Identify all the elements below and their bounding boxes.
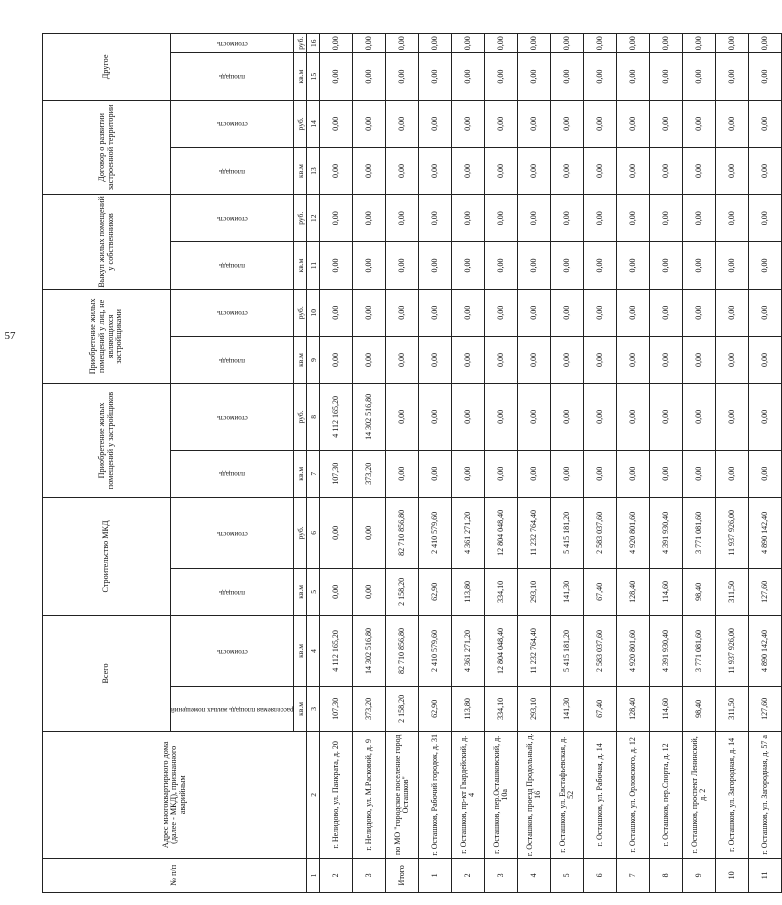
value-cell: 0,00 <box>452 53 485 100</box>
row-number-cell: 7 <box>617 858 650 892</box>
value-cell: 373,20 <box>353 686 386 731</box>
value-cell: 0,00 <box>749 147 782 194</box>
value-cell: 2 410 579,60 <box>419 616 452 687</box>
value-cell: 0,00 <box>584 384 617 451</box>
value-cell: 2 158,20 <box>386 568 419 615</box>
subheader-area: площадь <box>171 450 294 497</box>
value-cell: 0,00 <box>485 53 518 100</box>
value-cell: 334,10 <box>485 686 518 731</box>
row-number-cell: 1 <box>419 858 452 892</box>
value-cell: 98,40 <box>683 686 716 731</box>
subheader-area: площадь <box>171 336 294 383</box>
header-total: Всего <box>43 616 171 732</box>
value-cell: 0,00 <box>683 195 716 242</box>
subheader-area: площадь <box>171 147 294 194</box>
value-cell: 0,00 <box>320 336 353 383</box>
value-cell: 62,90 <box>419 686 452 731</box>
value-cell: 67,40 <box>584 686 617 731</box>
address-cell: г. Нелидово, ул. М.Расковой, д. 9 <box>353 731 386 858</box>
value-cell: 0,00 <box>386 53 419 100</box>
column-number-cell: 11 <box>307 242 320 289</box>
value-cell: 0,00 <box>518 195 551 242</box>
table-row <box>683 34 716 893</box>
subheader-area: площадь <box>171 568 294 615</box>
value-cell: 0,00 <box>353 100 386 147</box>
header-purchase-developers: Приобретение жилых помещений у застройщиков <box>43 384 171 498</box>
value-cell: 0,00 <box>716 147 749 194</box>
value-cell: 0,00 <box>617 289 650 336</box>
header-no: № п/п <box>43 858 307 892</box>
value-cell: 0,00 <box>518 450 551 497</box>
column-number-cell: 6 <box>307 497 320 568</box>
unit-cell: кв.м <box>294 336 307 383</box>
row-number-cell: 6 <box>584 858 617 892</box>
value-cell: 0,00 <box>320 34 353 53</box>
value-cell: 128,40 <box>617 686 650 731</box>
subheader-cost: стоимость <box>171 497 294 568</box>
value-cell: 4 361 271,20 <box>452 497 485 568</box>
value-cell: 0,00 <box>419 384 452 451</box>
address-cell: г. Осташков, пер.Осташковский, д. 10а <box>485 731 518 858</box>
value-cell: 2 158,20 <box>386 686 419 731</box>
value-cell: 128,40 <box>617 568 650 615</box>
row-number-cell: Итого <box>386 858 419 892</box>
value-cell: 0,00 <box>584 53 617 100</box>
address-cell: г. Нелидово, ул. Панкрата, д. 20 <box>320 731 353 858</box>
value-cell: 0,00 <box>617 384 650 451</box>
table-row <box>485 34 518 893</box>
value-cell: 0,00 <box>650 34 683 53</box>
row-number-cell: 10 <box>716 858 749 892</box>
value-cell: 141,30 <box>551 686 584 731</box>
value-cell: 127,60 <box>749 568 782 615</box>
column-number-cell: 8 <box>307 384 320 451</box>
value-cell: 0,00 <box>485 384 518 451</box>
value-cell: 0,00 <box>419 242 452 289</box>
column-number-cell: 5 <box>307 568 320 615</box>
value-cell: 0,00 <box>749 34 782 53</box>
address-cell: г. Осташков, проспект Ленинский, д. 2 <box>683 731 716 858</box>
table-row <box>551 34 584 893</box>
value-cell: 334,10 <box>485 568 518 615</box>
value-cell: 311,50 <box>716 568 749 615</box>
value-cell: 0,00 <box>683 450 716 497</box>
table-row <box>584 34 617 893</box>
value-cell: 0,00 <box>584 242 617 289</box>
value-cell: 0,00 <box>749 450 782 497</box>
value-cell: 0,00 <box>452 289 485 336</box>
unit-cell: руб. <box>294 384 307 451</box>
value-cell: 0,00 <box>452 147 485 194</box>
value-cell: 127,60 <box>749 686 782 731</box>
row-number-cell: 11 <box>749 858 782 892</box>
value-cell: 2 583 037,60 <box>584 497 617 568</box>
value-cell: 0,00 <box>386 195 419 242</box>
address-cell: г. Осташков, ул. Рабочая, д. 14 <box>584 731 617 858</box>
column-number-cell: 3 <box>307 686 320 731</box>
value-cell: 0,00 <box>551 450 584 497</box>
value-cell: 5 415 181,20 <box>551 497 584 568</box>
value-cell: 0,00 <box>452 100 485 147</box>
value-cell: 0,00 <box>584 450 617 497</box>
value-cell: 82 710 856,80 <box>386 497 419 568</box>
table-row <box>419 34 452 893</box>
value-cell: 0,00 <box>650 384 683 451</box>
value-cell: 0,00 <box>320 195 353 242</box>
value-cell: 0,00 <box>452 195 485 242</box>
subheader-cost: стоимость <box>171 34 294 53</box>
table-row <box>353 34 386 893</box>
value-cell: 0,00 <box>716 450 749 497</box>
value-cell: 0,00 <box>650 195 683 242</box>
value-cell: 0,00 <box>320 568 353 615</box>
value-cell: 0,00 <box>650 100 683 147</box>
value-cell: 67,40 <box>584 568 617 615</box>
value-cell: 0,00 <box>320 242 353 289</box>
value-cell: 0,00 <box>683 147 716 194</box>
table-row <box>650 34 683 893</box>
value-cell: 0,00 <box>452 450 485 497</box>
value-cell: 0,00 <box>683 34 716 53</box>
header-address: Адрес многоквартирного дома (далее - МКД), признанного аварийным <box>43 731 307 858</box>
value-cell: 0,00 <box>485 336 518 383</box>
value-cell: 0,00 <box>353 289 386 336</box>
value-cell: 0,00 <box>452 384 485 451</box>
value-cell: 0,00 <box>419 34 452 53</box>
unit-cell: кв.м <box>294 568 307 615</box>
rotated-table-container <box>42 33 770 893</box>
value-cell: 0,00 <box>353 34 386 53</box>
value-cell: 0,00 <box>716 100 749 147</box>
value-cell: 0,00 <box>320 100 353 147</box>
value-cell: 0,00 <box>683 289 716 336</box>
value-cell: 0,00 <box>650 147 683 194</box>
table-row <box>716 34 749 893</box>
value-cell: 11 937 926,00 <box>716 616 749 687</box>
unit-cell: руб. <box>294 100 307 147</box>
unit-cell: руб. <box>294 289 307 336</box>
subheader-cost: стоимость <box>171 384 294 451</box>
value-cell: 0,00 <box>617 34 650 53</box>
value-cell: 11 232 764,40 <box>518 616 551 687</box>
column-number-cell: 10 <box>307 289 320 336</box>
value-cell: 0,00 <box>353 336 386 383</box>
value-cell: 0,00 <box>353 497 386 568</box>
value-cell: 0,00 <box>584 100 617 147</box>
value-cell: 107,30 <box>320 686 353 731</box>
value-cell: 311,50 <box>716 686 749 731</box>
value-cell: 0,00 <box>386 242 419 289</box>
value-cell: 0,00 <box>617 100 650 147</box>
column-number-cell: 16 <box>307 34 320 53</box>
value-cell: 0,00 <box>617 195 650 242</box>
row-number-cell: 4 <box>518 858 551 892</box>
unit-cell: кв.м <box>294 147 307 194</box>
row-number-cell: 3 <box>353 858 386 892</box>
value-cell: 0,00 <box>749 100 782 147</box>
value-cell: 0,00 <box>452 336 485 383</box>
value-cell: 0,00 <box>749 195 782 242</box>
value-cell: 0,00 <box>584 336 617 383</box>
row-number-cell: 9 <box>683 858 716 892</box>
subheader-cost: стоимость <box>171 289 294 336</box>
value-cell: 0,00 <box>749 242 782 289</box>
value-cell: 0,00 <box>419 53 452 100</box>
value-cell: 0,00 <box>386 384 419 451</box>
value-cell: 0,00 <box>683 100 716 147</box>
value-cell: 0,00 <box>419 450 452 497</box>
value-cell: 0,00 <box>386 450 419 497</box>
value-cell: 0,00 <box>518 53 551 100</box>
value-cell: 0,00 <box>518 100 551 147</box>
address-cell: г. Осташков, ул. Евстафьевская, д. 52 <box>551 731 584 858</box>
subheader-area-resettled: расселяемая площадь жилых помещений <box>171 686 294 731</box>
value-cell: 0,00 <box>485 195 518 242</box>
value-cell: 0,00 <box>551 289 584 336</box>
value-cell: 114,60 <box>650 568 683 615</box>
value-cell: 12 804 048,40 <box>485 616 518 687</box>
table-row <box>518 34 551 893</box>
address-cell: г. Осташков, ул. Загородная, д. 57 а <box>749 731 782 858</box>
table-row <box>617 34 650 893</box>
value-cell: 0,00 <box>683 336 716 383</box>
value-cell: 113,80 <box>452 568 485 615</box>
value-cell: 62,90 <box>419 568 452 615</box>
unit-cell: кв.м <box>294 450 307 497</box>
value-cell: 14 302 516,80 <box>353 616 386 687</box>
value-cell: 0,00 <box>650 289 683 336</box>
value-cell: 4 890 142,40 <box>749 497 782 568</box>
value-cell: 0,00 <box>551 242 584 289</box>
value-cell: 0,00 <box>551 384 584 451</box>
value-cell: 3 771 081,60 <box>683 616 716 687</box>
value-cell: 4 391 930,40 <box>650 616 683 687</box>
value-cell: 0,00 <box>650 53 683 100</box>
value-cell: 0,00 <box>518 242 551 289</box>
table-row <box>320 34 353 893</box>
value-cell: 0,00 <box>419 195 452 242</box>
value-cell: 2 410 579,60 <box>419 497 452 568</box>
value-cell: 0,00 <box>419 289 452 336</box>
value-cell: 0,00 <box>749 53 782 100</box>
value-cell: 0,00 <box>650 336 683 383</box>
value-cell: 11 937 926,00 <box>716 497 749 568</box>
value-cell: 0,00 <box>749 384 782 451</box>
unit-cell: руб. <box>294 497 307 568</box>
column-number-cell: 12 <box>307 195 320 242</box>
value-cell: 107,30 <box>320 450 353 497</box>
value-cell: 0,00 <box>551 53 584 100</box>
header-buyout: Выкуп жилых помещений у собственников <box>43 195 171 289</box>
value-cell: 0,00 <box>452 242 485 289</box>
value-cell: 0,00 <box>485 100 518 147</box>
unit-cell: кв.м <box>294 616 307 687</box>
value-cell: 3 771 081,60 <box>683 497 716 568</box>
subheader-cost: стоимость <box>171 195 294 242</box>
value-cell: 0,00 <box>749 289 782 336</box>
value-cell: 0,00 <box>584 195 617 242</box>
value-cell: 4 920 801,60 <box>617 616 650 687</box>
value-cell: 5 415 181,20 <box>551 616 584 687</box>
value-cell: 0,00 <box>749 336 782 383</box>
value-cell: 0,00 <box>716 34 749 53</box>
value-cell: 12 804 048,40 <box>485 497 518 568</box>
page-number: 57 <box>4 330 16 342</box>
value-cell: 11 232 764,40 <box>518 497 551 568</box>
column-number-cell: 4 <box>307 616 320 687</box>
value-cell: 293,10 <box>518 686 551 731</box>
value-cell: 0,00 <box>551 34 584 53</box>
value-cell: 114,60 <box>650 686 683 731</box>
header-other: Другое <box>43 34 171 101</box>
value-cell: 141,30 <box>551 568 584 615</box>
value-cell: 0,00 <box>683 242 716 289</box>
value-cell: 14 302 516,80 <box>353 384 386 451</box>
value-cell: 0,00 <box>518 336 551 383</box>
value-cell: 0,00 <box>716 384 749 451</box>
address-cell: г. Осташков, Рабочий городок, д. 31 <box>419 731 452 858</box>
value-cell: 0,00 <box>584 147 617 194</box>
table-body <box>320 34 782 893</box>
address-cell: г. Осташков, ул. Загородная, д. 14 <box>716 731 749 858</box>
value-cell: 0,00 <box>584 289 617 336</box>
column-number-cell: 14 <box>307 100 320 147</box>
value-cell: 0,00 <box>320 147 353 194</box>
value-cell: 0,00 <box>353 195 386 242</box>
value-cell: 0,00 <box>386 289 419 336</box>
row-number-cell: 3 <box>485 858 518 892</box>
value-cell: 113,80 <box>452 686 485 731</box>
column-number-cell: 2 <box>307 731 320 858</box>
unit-cell: руб. <box>294 195 307 242</box>
value-cell: 0,00 <box>617 53 650 100</box>
table-row <box>749 34 782 893</box>
row-number-cell: 2 <box>320 858 353 892</box>
value-cell: 0,00 <box>485 450 518 497</box>
unit-cell: кв.м <box>294 242 307 289</box>
unit-cell: кв.м <box>294 686 307 731</box>
row-number-cell: 2 <box>452 858 485 892</box>
row-number-cell: 5 <box>551 858 584 892</box>
value-cell: 0,00 <box>353 147 386 194</box>
column-number-cell: 1 <box>307 858 320 892</box>
value-cell: 0,00 <box>386 336 419 383</box>
value-cell: 4 361 271,20 <box>452 616 485 687</box>
value-cell: 4 890 142,40 <box>749 616 782 687</box>
value-cell: 0,00 <box>485 147 518 194</box>
column-number-cell: 13 <box>307 147 320 194</box>
value-cell: 0,00 <box>485 242 518 289</box>
value-cell: 0,00 <box>419 100 452 147</box>
value-cell: 373,20 <box>353 450 386 497</box>
value-cell: 0,00 <box>518 34 551 53</box>
header-construction: Строительство МКД <box>43 497 171 615</box>
column-numbers-row <box>307 34 320 893</box>
value-cell: 0,00 <box>386 34 419 53</box>
value-cell: 0,00 <box>551 147 584 194</box>
resettlement-table <box>42 33 782 893</box>
column-number-cell: 15 <box>307 53 320 100</box>
value-cell: 0,00 <box>419 336 452 383</box>
value-cell: 0,00 <box>716 53 749 100</box>
value-cell: 0,00 <box>485 289 518 336</box>
value-cell: 0,00 <box>716 336 749 383</box>
address-cell: по МО "городское поселение город Осташков" <box>386 731 419 858</box>
unit-cell: кв.м <box>294 53 307 100</box>
value-cell: 0,00 <box>551 195 584 242</box>
column-number-cell: 9 <box>307 336 320 383</box>
value-cell: 0,00 <box>320 53 353 100</box>
subheader-cost: стоимость <box>171 616 294 687</box>
value-cell: 0,00 <box>716 195 749 242</box>
value-cell: 4 920 801,60 <box>617 497 650 568</box>
value-cell: 0,00 <box>386 147 419 194</box>
value-cell: 0,00 <box>419 147 452 194</box>
header-contract: Договор о развитии застроенной территории <box>43 100 171 194</box>
address-cell: г. Осташков, проезд Продольный, д. 16 <box>518 731 551 858</box>
value-cell: 0,00 <box>551 336 584 383</box>
value-cell: 0,00 <box>485 34 518 53</box>
value-cell: 4 391 930,40 <box>650 497 683 568</box>
column-number-cell: 7 <box>307 450 320 497</box>
value-cell: 0,00 <box>584 34 617 53</box>
value-cell: 0,00 <box>683 53 716 100</box>
value-cell: 98,40 <box>683 568 716 615</box>
row-number-cell: 8 <box>650 858 683 892</box>
value-cell: 0,00 <box>320 289 353 336</box>
value-cell: 0,00 <box>518 289 551 336</box>
subheader-area: площадь <box>171 53 294 100</box>
table-row <box>386 34 419 893</box>
subheader-area: площадь <box>171 242 294 289</box>
value-cell: 0,00 <box>716 242 749 289</box>
value-cell: 0,00 <box>353 568 386 615</box>
address-cell: г. Осташков, пр-кт Гвардейский, д. 4 <box>452 731 485 858</box>
value-cell: 0,00 <box>716 289 749 336</box>
header-purchase-nondevelopers: Приобретение жилых помещений у лиц, не являющихся застройщиками <box>43 289 171 383</box>
subheader-cost: стоимость <box>171 100 294 147</box>
value-cell: 0,00 <box>617 147 650 194</box>
address-cell: г. Осташков, ул. Орловского, д. 12 <box>617 731 650 858</box>
value-cell: 0,00 <box>386 100 419 147</box>
value-cell: 0,00 <box>518 147 551 194</box>
value-cell: 4 112 165,20 <box>320 616 353 687</box>
value-cell: 0,00 <box>650 450 683 497</box>
value-cell: 0,00 <box>353 242 386 289</box>
value-cell: 0,00 <box>683 384 716 451</box>
value-cell: 2 583 037,60 <box>584 616 617 687</box>
value-cell: 293,10 <box>518 568 551 615</box>
address-cell: г. Осташков, пер.Спорта, д. 12 <box>650 731 683 858</box>
value-cell: 0,00 <box>452 34 485 53</box>
value-cell: 4 112 165,20 <box>320 384 353 451</box>
value-cell: 0,00 <box>320 497 353 568</box>
value-cell: 0,00 <box>617 336 650 383</box>
value-cell: 82 710 856,80 <box>386 616 419 687</box>
value-cell: 0,00 <box>650 242 683 289</box>
unit-cell: руб. <box>294 34 307 53</box>
value-cell: 0,00 <box>551 100 584 147</box>
value-cell: 0,00 <box>353 53 386 100</box>
value-cell: 0,00 <box>617 450 650 497</box>
table-row <box>452 34 485 893</box>
value-cell: 0,00 <box>617 242 650 289</box>
value-cell: 0,00 <box>518 384 551 451</box>
